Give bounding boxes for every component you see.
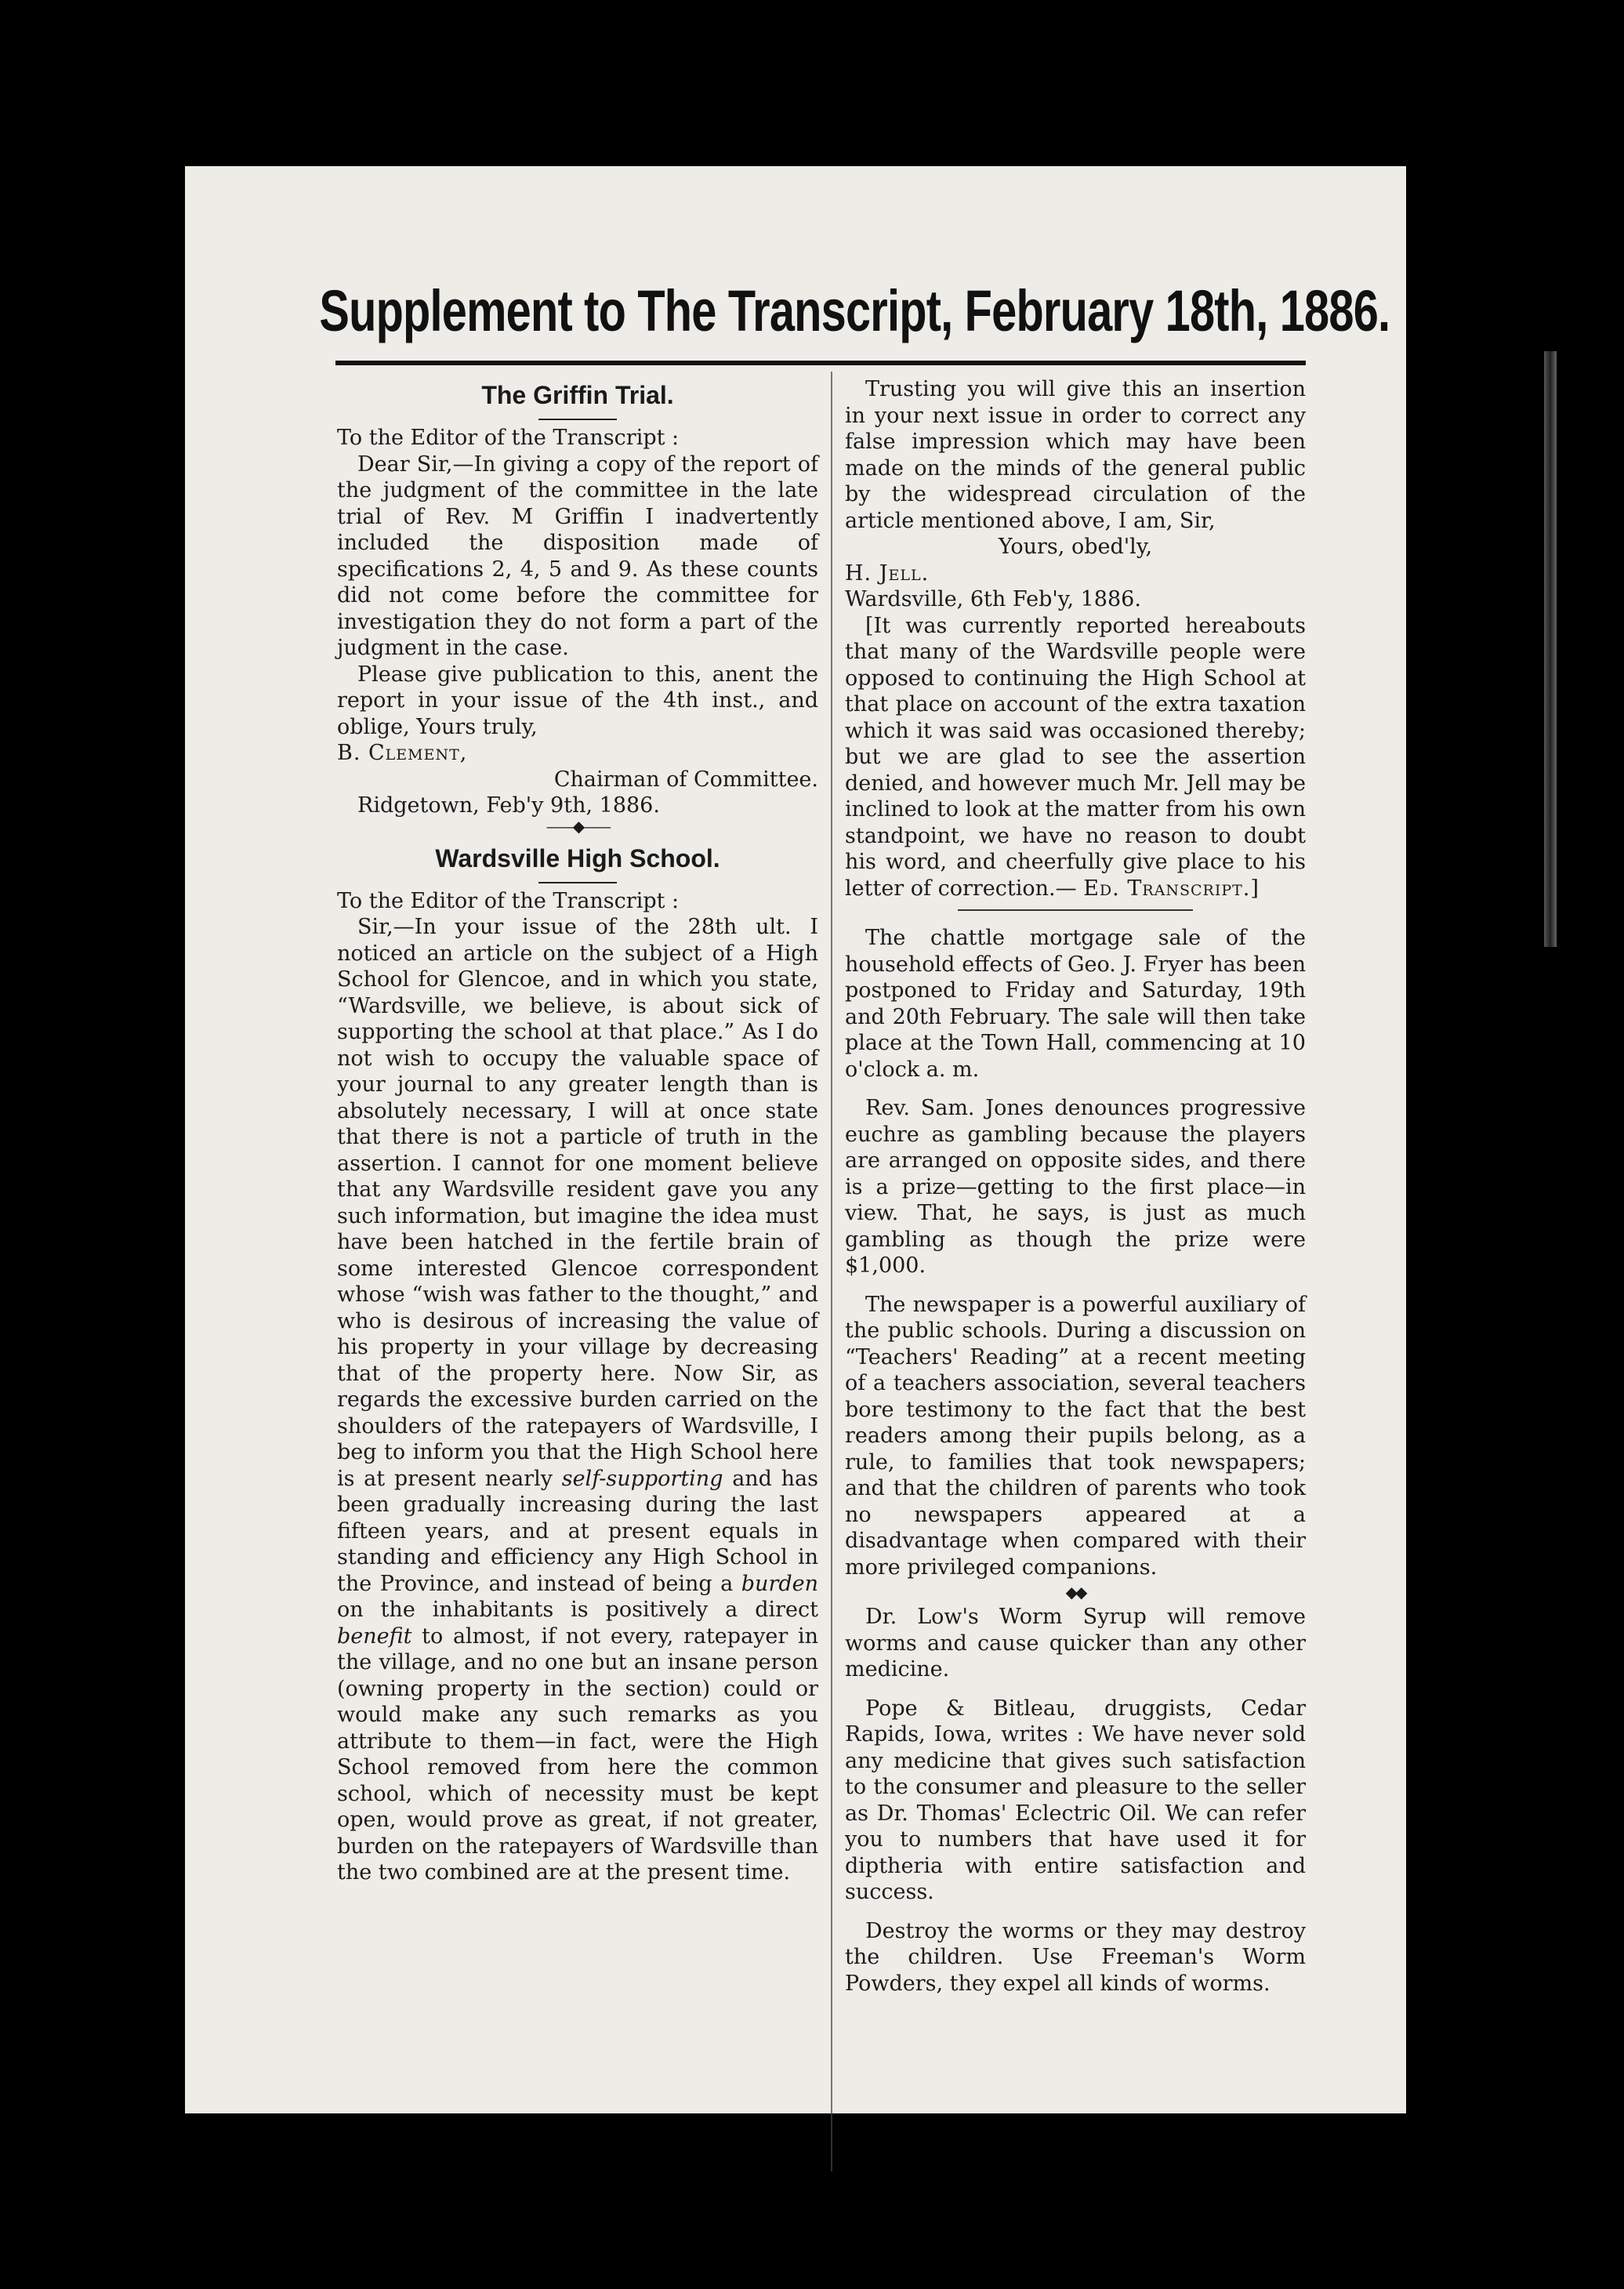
title-rule (335, 361, 1306, 365)
column-divider (831, 372, 832, 2171)
letter-text: to almost, if not every, ratepayer in the village, and no one but an insane person (owning property in the section) could or would make any such remarks as you attribute to them—in fact, were the High School removed from here the common school, which of necessity must be kept open, would prove as great, if not greater, burden on the ratepayers of Wardsville than the two combined are at the present time. (337, 1623, 818, 1885)
euchre-notice: Rev. Sam. Jones denounces progressive euchre as gambling because the players are arranged on opposite sides, and there is a prize—getting to the first place—in view. That, he says, is just as much gambling as though the prize were $1,000. (845, 1096, 1306, 1278)
griffin-paragraph: Dear Sir,—In giving a copy of the report of the judgment of the committee in the late trial of Rev. M Griffin I inadvertently included the disposition made of specifications 2, 4, 5 and 9. As these counts did not come before the committee for investigation they do not form a part of the judgment in the case. (337, 452, 818, 660)
griffin-signature-title: Chairman of Committee. (553, 767, 818, 792)
editor-note (845, 613, 1306, 902)
emphasis-text: burden (741, 1571, 818, 1596)
heading-rule (538, 419, 617, 420)
wardsville-salutation: To the Editor of the Transcript : (337, 888, 680, 913)
jell-paragraph: Trusting you will give this an insertion in your next issue in order to correct any false impression which may have been made on the minds of the general public by the widespread circulation of the article mentioned above, I am, Sir, (845, 377, 1306, 533)
right-column (845, 376, 1306, 1997)
page-title: Supplement to The Transcript, February 18th, 1886. (319, 278, 1390, 343)
pope-bitleau-ad: Pope & Bitleau, druggists, Cedar Rapids, Iowa, writes : We have never sold any medicine that gives such satisfaction to the consumer and pleasure to the seller as Dr. Thomas' Eclectric Oil. We can refer you to numbers that have used it for diptheria with entire satisfaction and success. (845, 1696, 1306, 1904)
emphasis-text: benefit (337, 1623, 412, 1649)
section-ornament: ——◆—— (546, 816, 610, 836)
griffin-signature (337, 740, 818, 767)
editor-note-text: [It was currently reported hereabouts that many of the Wardsville people were opposed to continuing the High School at that place on account of the extra taxation which it was said was occasioned thereby; but we are glad to see the assertion denied, and however much Mr. Jell may be inclined to look at the matter from his own standpoint, we have no reason to doubt his word, and cheerfully give place to his letter of correction.— (845, 613, 1306, 901)
griffin-salutation: To the Editor of the Transcript : (337, 426, 680, 450)
wardsville-letter (337, 914, 818, 1886)
griffin-dateline: Ridgetown, Feb'y 9th, 1886. (357, 793, 660, 818)
griffin-heading: The Griffin Trial. (481, 381, 674, 409)
letter-text: on the inhabitants is positively a direct (337, 1598, 818, 1622)
heading-rule (538, 882, 617, 883)
worm-syrup-ad: Dr. Low's Worm Syrup will remove worms and cause quicker than any other medicine. (845, 1605, 1306, 1681)
freeman-ad: Destroy the worms or they may destroy the children. Use Freeman's Worm Powders, they expel all kinds of worms. (845, 1918, 1306, 1996)
jell-closing: Yours, obed'ly, (998, 535, 1153, 559)
section-rule (958, 909, 1193, 911)
letter-text: Sir,—In your issue of the 28th ult. I noticed an article on the subject of a High School for Glencoe, and in which you state, “Wardsville, we believe, is about sick of supporting the school at that place.” As I do not wish to occupy the valuable space of your journal to any greater length than is absolutely necessary, I will at once state that there is not a particle of truth in the assertion. I cannot for one moment believe that any Wardsville resident gave you any such information, but imagine the idea must have been hatched in the fertile brain of some interested Glencoe correspondent whose “wish was father to the thought,” and who is desirous of increasing the value of his property in your village by decreasing that of the property here. Now Sir, as regards the excessive burden carried on the shoulders of the ratepayers of Wardsville, I beg to inform you that the High School here is at present nearly (337, 915, 818, 1491)
page-edge-mark (1544, 351, 1557, 947)
jell-dateline: Wardsville, 6th Feb'y, 1886. (845, 587, 1141, 611)
newspaper-notice: The newspaper is a powerful auxiliary of the public schools. During a discussion on “Teachers' Reading” at a recent meeting of a teachers association, several teachers bore testimony to the fact that the best readers among their pupils belong, as a rule, to families that took newspapers; and that the children of parents who took no newspapers appeared at a disadvantage when compared with their more privileged companions. (845, 1292, 1306, 1580)
editor-signature: Ed. Transcript.] (1083, 876, 1260, 901)
emphasis-text: self-supporting (561, 1466, 723, 1491)
wardsville-heading: Wardsville High School. (435, 843, 720, 872)
section-ornament: ◆◆ (1065, 1583, 1086, 1602)
left-column (337, 376, 818, 1886)
signature-name: B. Clement, (337, 741, 468, 765)
griffin-paragraph: Please give publication to this, anent the report in your issue of the 4th inst., and oblige, Yours truly, (337, 662, 818, 739)
newspaper-page (185, 166, 1406, 2113)
jell-signature (845, 560, 1306, 587)
letter-text: and has been gradually increasing during the last fifteen years, and at present equals in standing and efficiency any High School in the Province, and instead of being a (337, 1466, 818, 1596)
signature-name: H. Jell. (845, 560, 930, 586)
chattle-notice: The chattle mortgage sale of the household effects of Geo. J. Fryer has been postponed to Friday and Saturday, 19th and 20th February. The sale will then take place at the Town Hall, commencing at 10 o'clock a. m. (845, 926, 1306, 1082)
